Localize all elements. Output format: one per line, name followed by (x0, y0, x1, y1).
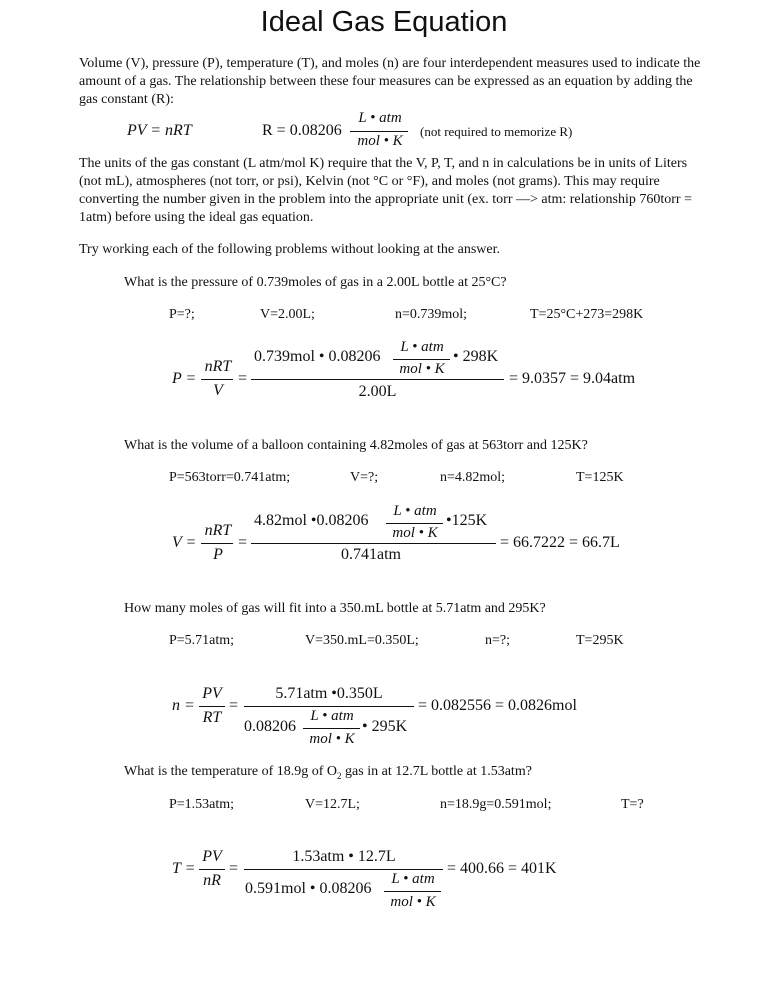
problem-4-equals: = (229, 860, 239, 877)
r-fraction-bar (350, 131, 408, 132)
problem-1-num-frac-num: L • atm (400, 339, 444, 355)
problem-1-frac-num: nRT (204, 358, 232, 375)
problem-2-given-p: P=563torr=0.741atm; (169, 470, 291, 485)
problem-2-frac-num: nRT (204, 522, 232, 539)
problem-3-lhs: n = (172, 697, 195, 714)
problem-4-den-frac-bar (384, 891, 441, 892)
problem-4-frac-bar (199, 869, 225, 870)
page-title: Ideal Gas Equation (260, 6, 508, 38)
problem-4-given-n: n=18.9g=0.591mol; (440, 797, 552, 812)
problem-2-lhs: V = (172, 534, 197, 551)
problem-2-main-bar (251, 543, 496, 544)
problem-1-equals: = (238, 370, 248, 387)
problem-4-given-p: P=1.53atm; (169, 797, 235, 812)
problem-2-frac-den: P (213, 546, 223, 563)
problem-3-equals: = (229, 697, 239, 714)
ideal-gas-law: PV = nRT (127, 122, 192, 139)
problem-2-den: 0.741atm (341, 546, 401, 563)
problem-1-given-p: P=?; (169, 307, 195, 322)
problem-2-num-left: 4.82mol •0.08206 (254, 512, 369, 529)
problem-2-given-n: n=4.82mol; (440, 470, 506, 485)
problem-2-equals: = (238, 534, 248, 551)
problem-3-given-p: P=5.71atm; (169, 633, 235, 648)
problem-3-given-n: n=?; (485, 633, 510, 648)
problem-1-frac-bar (201, 379, 233, 380)
problem-1-question: What is the pressure of 0.739moles of gas in a 2.00L bottle at 25°C? (124, 275, 507, 290)
problem-1-given-v: V=2.00L; (260, 307, 315, 322)
problem-2-frac-bar (201, 543, 233, 544)
problem-1-main-bar (251, 379, 504, 380)
problem-1-given-t: T=25°C+273=298K (530, 307, 644, 322)
problem-1-frac-den: V (213, 382, 223, 399)
problem-3-den-right: • 295K (362, 718, 408, 735)
problem-4-question-pre: What is the temperature of 18.9g of O (124, 764, 338, 779)
r-constant: R = 0.08206 (262, 122, 342, 139)
problem-1-num-frac-den: mol • K (399, 361, 445, 377)
intro-paragraph: Volume (V), pressure (P), temperature (T), and moles (n) are four interdependent measures used to indicate the amount of a gas. The relationship between these four measures can be expressed as an equation by adding the gas constant (R): (79, 56, 701, 107)
problem-3-main-bar (244, 706, 414, 707)
problem-4-den-left: 0.591mol • 0.08206 (245, 880, 372, 897)
problem-4-frac-num: PV (202, 848, 222, 865)
problem-4-result: = 400.66 = 401K (447, 860, 557, 877)
problem-2-num-right: •125K (446, 512, 488, 529)
problem-3-den-frac-den: mol • K (309, 731, 355, 747)
problem-4-question (124, 763, 532, 785)
problem-1-num-frac-bar (393, 359, 450, 360)
problem-3-result: = 0.082556 = 0.0826mol (418, 697, 577, 714)
problem-4-main-bar (244, 869, 443, 870)
problem-4-question-sub: 2 (337, 770, 342, 781)
problem-4-given-t: T=? (621, 797, 644, 812)
problem-2-question: What is the volume of a balloon containing 4.82moles of gas at 563torr and 125K? (124, 438, 588, 453)
problem-4-den-frac-den: mol • K (390, 894, 436, 910)
problem-4-given-v: V=12.7L; (305, 797, 360, 812)
units-paragraph: The units of the gas constant (L atm/mol K) require that the V, P, T, and n in calculations be in units of Liters (not mL), atmospheres (not torr, or psi), Kelvin (not °C or °F), and moles (not grams). This may require converting the number given in the problem into the appropriate unit (ex. torr —> atm: relationship 760torr = 1atm) before using the ideal gas equation. (79, 156, 692, 225)
problem-4-lhs: T = (172, 860, 196, 877)
problem-1-given-n: n=0.739mol; (395, 307, 468, 322)
problem-3-given-v: V=350.mL=0.350L; (305, 633, 419, 648)
problem-3-den-left: 0.08206 (244, 718, 296, 735)
problem-1-lhs: P = (172, 370, 197, 387)
problem-3-den-frac-bar (303, 728, 360, 729)
problem-3-frac-den: RT (202, 709, 222, 726)
problem-3-den-frac-num: L • atm (310, 708, 354, 724)
problem-3-question: How many moles of gas will fit into a 350.mL bottle at 5.71atm and 295K? (124, 601, 546, 616)
r-units-denominator: mol • K (357, 133, 403, 149)
problem-2-num-frac-num: L • atm (393, 503, 437, 519)
problem-3-frac-bar (199, 706, 225, 707)
problem-2-num-frac-bar (386, 523, 443, 524)
problem-1-den: 2.00L (358, 383, 397, 400)
problem-2-result: = 66.7222 = 66.7L (500, 534, 620, 551)
problem-4-den-frac-num: L • atm (391, 871, 435, 887)
problem-4-frac-den: nR (203, 872, 221, 889)
problem-1-num-right: • 298K (453, 348, 499, 365)
problem-2-given-v: V=?; (350, 470, 379, 485)
r-note: (not required to memorize R) (420, 124, 573, 139)
problem-1-num-left: 0.739mol • 0.08206 (254, 348, 381, 365)
problem-2-num-frac-den: mol • K (392, 525, 438, 541)
problem-4-question-post: gas in at 12.7L bottle at 1.53atm? (341, 764, 532, 779)
problem-4-num: 1.53atm • 12.7L (292, 848, 396, 865)
problem-1-result: = 9.0357 = 9.04atm (509, 370, 636, 387)
problem-3-num: 5.71atm •0.350L (275, 685, 383, 702)
instruction: Try working each of the following problems without looking at the answer. (79, 242, 500, 257)
problem-2-given-t: T=125K (576, 470, 624, 485)
problem-3-given-t: T=295K (576, 633, 624, 648)
r-units-numerator: L • atm (358, 110, 402, 126)
problem-3-frac-num: PV (202, 685, 222, 702)
